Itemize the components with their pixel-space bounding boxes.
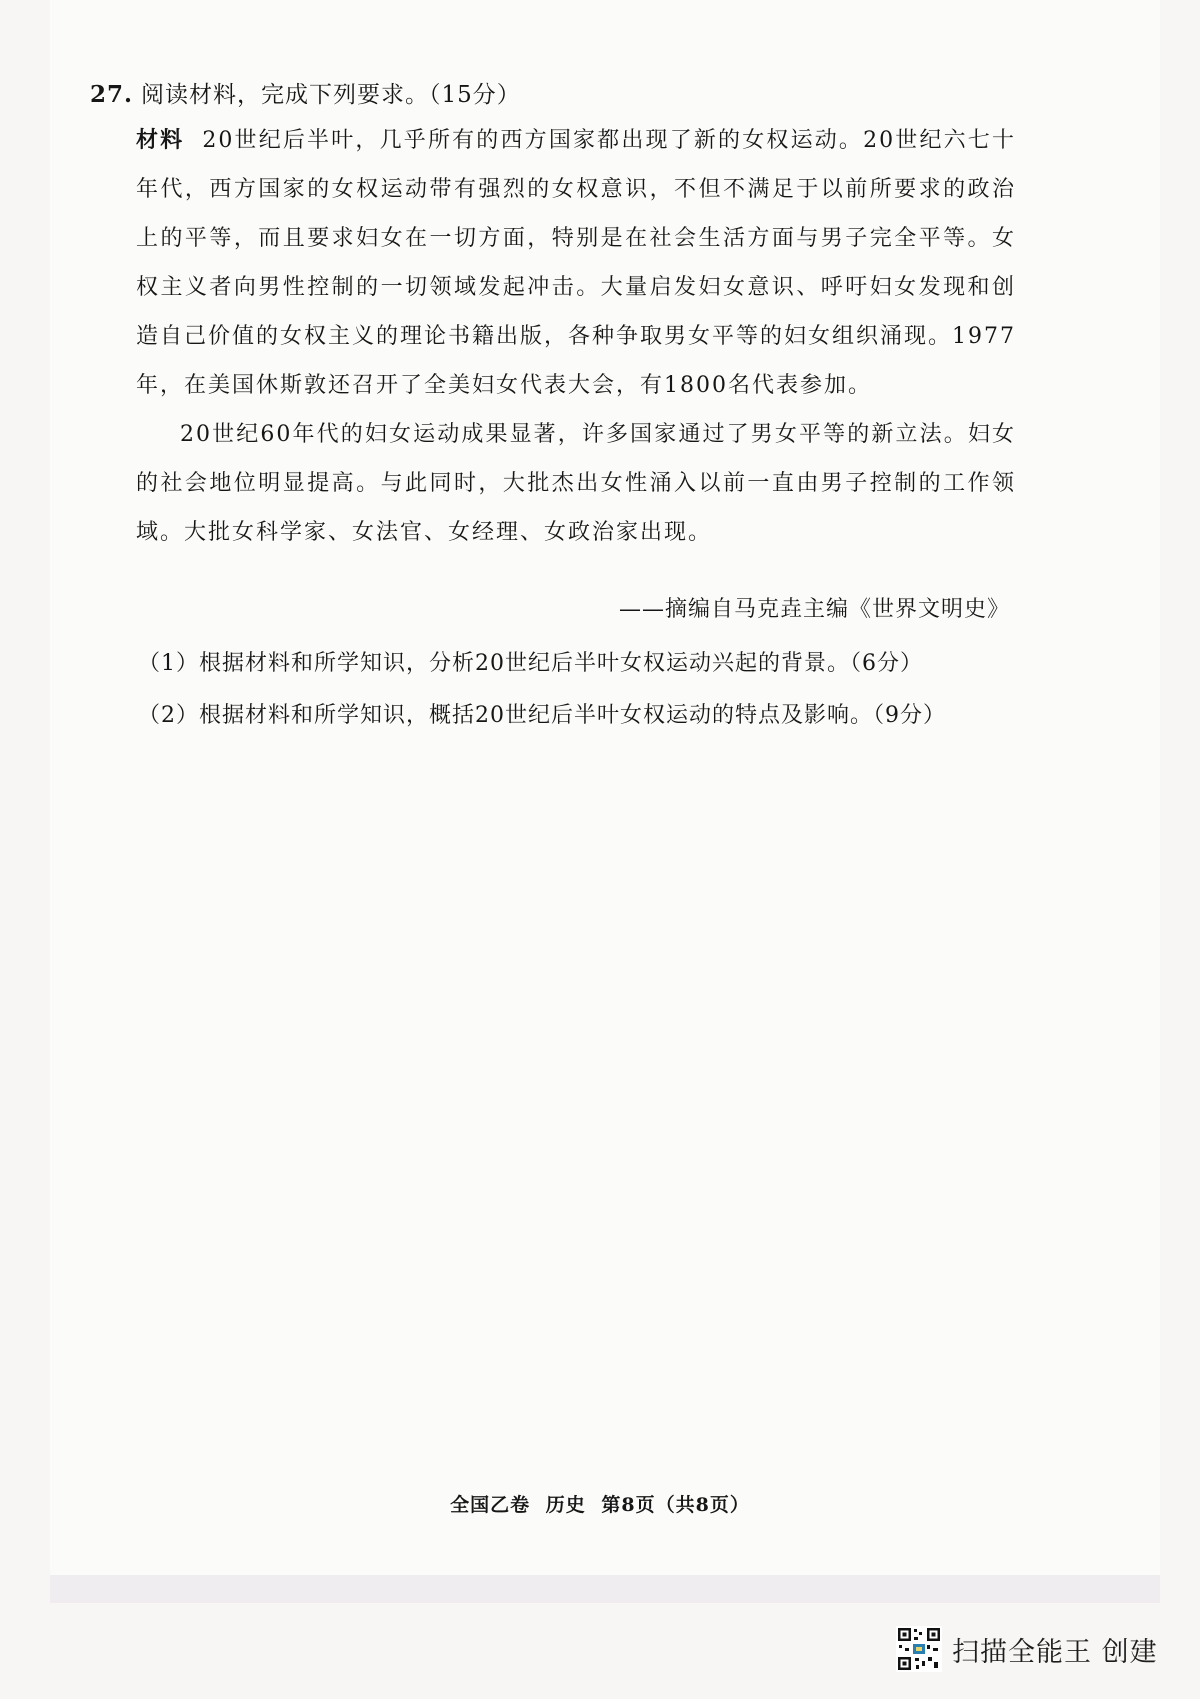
- question-number: 27.: [90, 81, 134, 108]
- page-footer: [0, 1490, 1200, 1517]
- material-source: ——摘编自马克垚主编《世界文明史》: [618, 597, 1010, 622]
- question-header: [90, 76, 521, 109]
- scan-edge-tint: [50, 1575, 1160, 1603]
- qr-code-icon: [896, 1626, 942, 1672]
- scanner-watermark: [896, 1625, 1158, 1673]
- material-text-1: 20世纪后半叶，几乎所有的西方国家都出现了新的女权运动。20世纪六七十年代，西方国家的女权运动带有强烈的女权意识，不但不满足于以前所要求的政治上的平等，而且要求妇女在一切方面，特别是在社会生活方面与男子完全平等。女权主义者向男性控制的一切领域发起冲击。大量启发妇女意识、呼吁妇女发现和创造自己价值的女权主义的理论书籍出版，各种争取男女平等的妇女组织涌现。1977 年，在美国休斯敦还召开了全美妇女代表大会，有1800名代表参加。: [136, 128, 1016, 398]
- footer-page: 第8页（共8页）: [601, 1494, 750, 1516]
- material-block: [136, 116, 1016, 557]
- sub-question-1: （1）根据材料和所学知识，分析20世纪后半叶女权运动兴起的背景。（6分）: [138, 651, 923, 676]
- material-label: 材料: [136, 127, 185, 153]
- footer-exam: 全国乙卷: [450, 1494, 531, 1516]
- material-paragraph-2: 20世纪60年代的妇女运动成果显著，许多国家通过了男女平等的新立法。妇女的社会地位明显提高。与此同时，大批杰出女性涌入以前一直由男子控制的工作领域。大批女科学家、女法官、女经理、女政治家出现。: [136, 422, 1016, 545]
- question-instruction: 阅读材料，完成下列要求。（15分）: [141, 82, 521, 108]
- footer-subject: 历史: [545, 1494, 586, 1516]
- watermark-text: 扫描全能王 创建: [952, 1636, 1158, 1668]
- material-paragraph-1: [136, 116, 1016, 410]
- sub-question-2: （2）根据材料和所学知识，概括20世纪后半叶女权运动的特点及影响。（9分）: [138, 703, 946, 728]
